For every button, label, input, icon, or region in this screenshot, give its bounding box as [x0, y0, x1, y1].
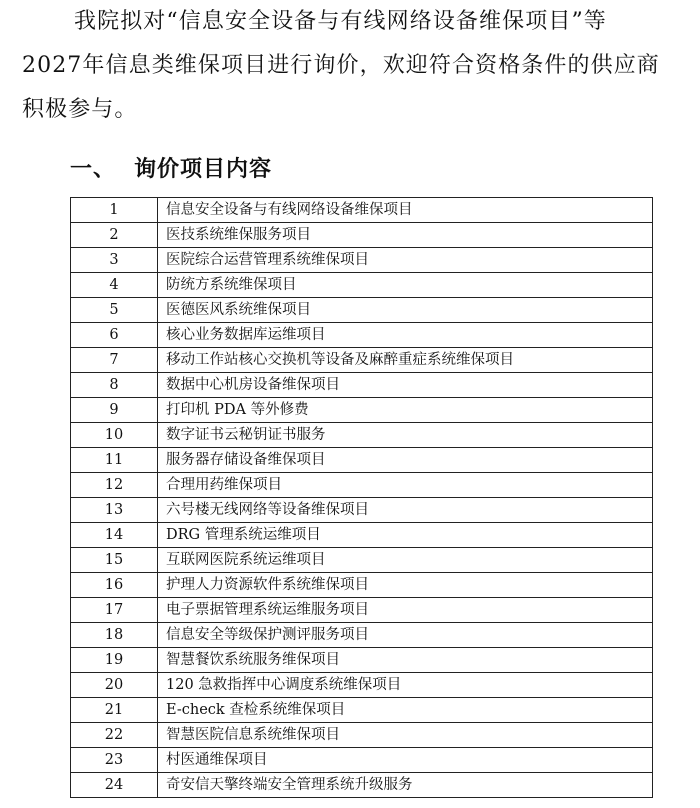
item-number: 19	[71, 648, 158, 673]
item-number: 23	[71, 748, 158, 773]
item-number: 5	[71, 298, 158, 323]
item-name: 防统方系统维保项目	[158, 273, 653, 298]
item-name: 智慧医院信息系统维保项目	[158, 723, 653, 748]
table-row	[71, 248, 653, 273]
item-name: 医技系统维保服务项目	[158, 223, 653, 248]
item-number: 17	[71, 598, 158, 623]
table-row	[71, 748, 653, 773]
item-number: 16	[71, 573, 158, 598]
item-name: 智慧餐饮系统服务维保项目	[158, 648, 653, 673]
item-name: 护理人力资源软件系统维保项目	[158, 573, 653, 598]
item-name: 信息安全设备与有线网络设备维保项目	[158, 198, 653, 223]
table-row	[71, 423, 653, 448]
intro-line: 2027年信息类维保项目进行询价，欢迎符合资格条件的供应商	[22, 53, 660, 78]
table-row	[71, 473, 653, 498]
table-row	[71, 198, 653, 223]
table-row	[71, 398, 653, 423]
table-row	[71, 448, 653, 473]
item-number: 2	[71, 223, 158, 248]
item-number: 1	[71, 198, 158, 223]
table-row	[71, 323, 653, 348]
section-number: 一、	[70, 157, 117, 182]
item-name: 数字证书云秘钥证书服务	[158, 423, 653, 448]
intro-line: 我院拟对“信息安全设备与有线网络设备维保项目”等	[74, 9, 607, 34]
item-name: 医德医风系统维保项目	[158, 298, 653, 323]
item-name: 服务器存储设备维保项目	[158, 448, 653, 473]
table-row	[71, 623, 653, 648]
item-name: 村医通维保项目	[158, 748, 653, 773]
section-heading	[70, 152, 272, 188]
item-name: 六号楼无线网络等设备维保项目	[158, 498, 653, 523]
item-name: 数据中心机房设备维保项目	[158, 373, 653, 398]
item-name: E-check 查检系统维保项目	[158, 698, 653, 723]
table-row	[71, 648, 653, 673]
items-table-body	[71, 198, 653, 798]
item-number: 3	[71, 248, 158, 273]
item-number: 15	[71, 548, 158, 573]
item-name: 电子票据管理系统运维服务项目	[158, 598, 653, 623]
item-name: 移动工作站核心交换机等设备及麻醉重症系统维保项目	[158, 348, 653, 373]
table-row	[71, 573, 653, 598]
item-number: 8	[71, 373, 158, 398]
item-number: 6	[71, 323, 158, 348]
item-number: 18	[71, 623, 158, 648]
table-row	[71, 548, 653, 573]
table-row	[71, 723, 653, 748]
item-name: 信息安全等级保护测评服务项目	[158, 623, 653, 648]
item-name: 打印机 PDA 等外修费	[158, 398, 653, 423]
item-name: 互联网医院系统运维项目	[158, 548, 653, 573]
item-number: 13	[71, 498, 158, 523]
items-table	[70, 197, 653, 798]
table-row	[71, 273, 653, 298]
item-number: 22	[71, 723, 158, 748]
table-row	[71, 698, 653, 723]
item-name: 核心业务数据库运维项目	[158, 323, 653, 348]
item-name: 医院综合运营管理系统维保项目	[158, 248, 653, 273]
item-number: 21	[71, 698, 158, 723]
item-name: 奇安信天擎终端安全管理系统升级服务	[158, 773, 653, 798]
item-name: 合理用药维保项目	[158, 473, 653, 498]
table-row	[71, 523, 653, 548]
table-row	[71, 348, 653, 373]
item-name: DRG 管理系统运维项目	[158, 523, 653, 548]
table-row	[71, 223, 653, 248]
section-title: 询价项目内容	[134, 157, 273, 182]
table-row	[71, 598, 653, 623]
item-number: 20	[71, 673, 158, 698]
intro-line: 积极参与。	[22, 97, 138, 122]
table-row	[71, 373, 653, 398]
table-row	[71, 298, 653, 323]
table-row	[71, 498, 653, 523]
table-row	[71, 673, 653, 698]
item-number: 9	[71, 398, 158, 423]
item-number: 10	[71, 423, 158, 448]
table-row	[71, 773, 653, 798]
item-number: 14	[71, 523, 158, 548]
item-number: 4	[71, 273, 158, 298]
item-number: 11	[71, 448, 158, 473]
item-number: 7	[71, 348, 158, 373]
intro-paragraph	[22, 0, 682, 132]
item-name: 120 急救指挥中心调度系统维保项目	[158, 673, 653, 698]
item-number: 24	[71, 773, 158, 798]
item-number: 12	[71, 473, 158, 498]
